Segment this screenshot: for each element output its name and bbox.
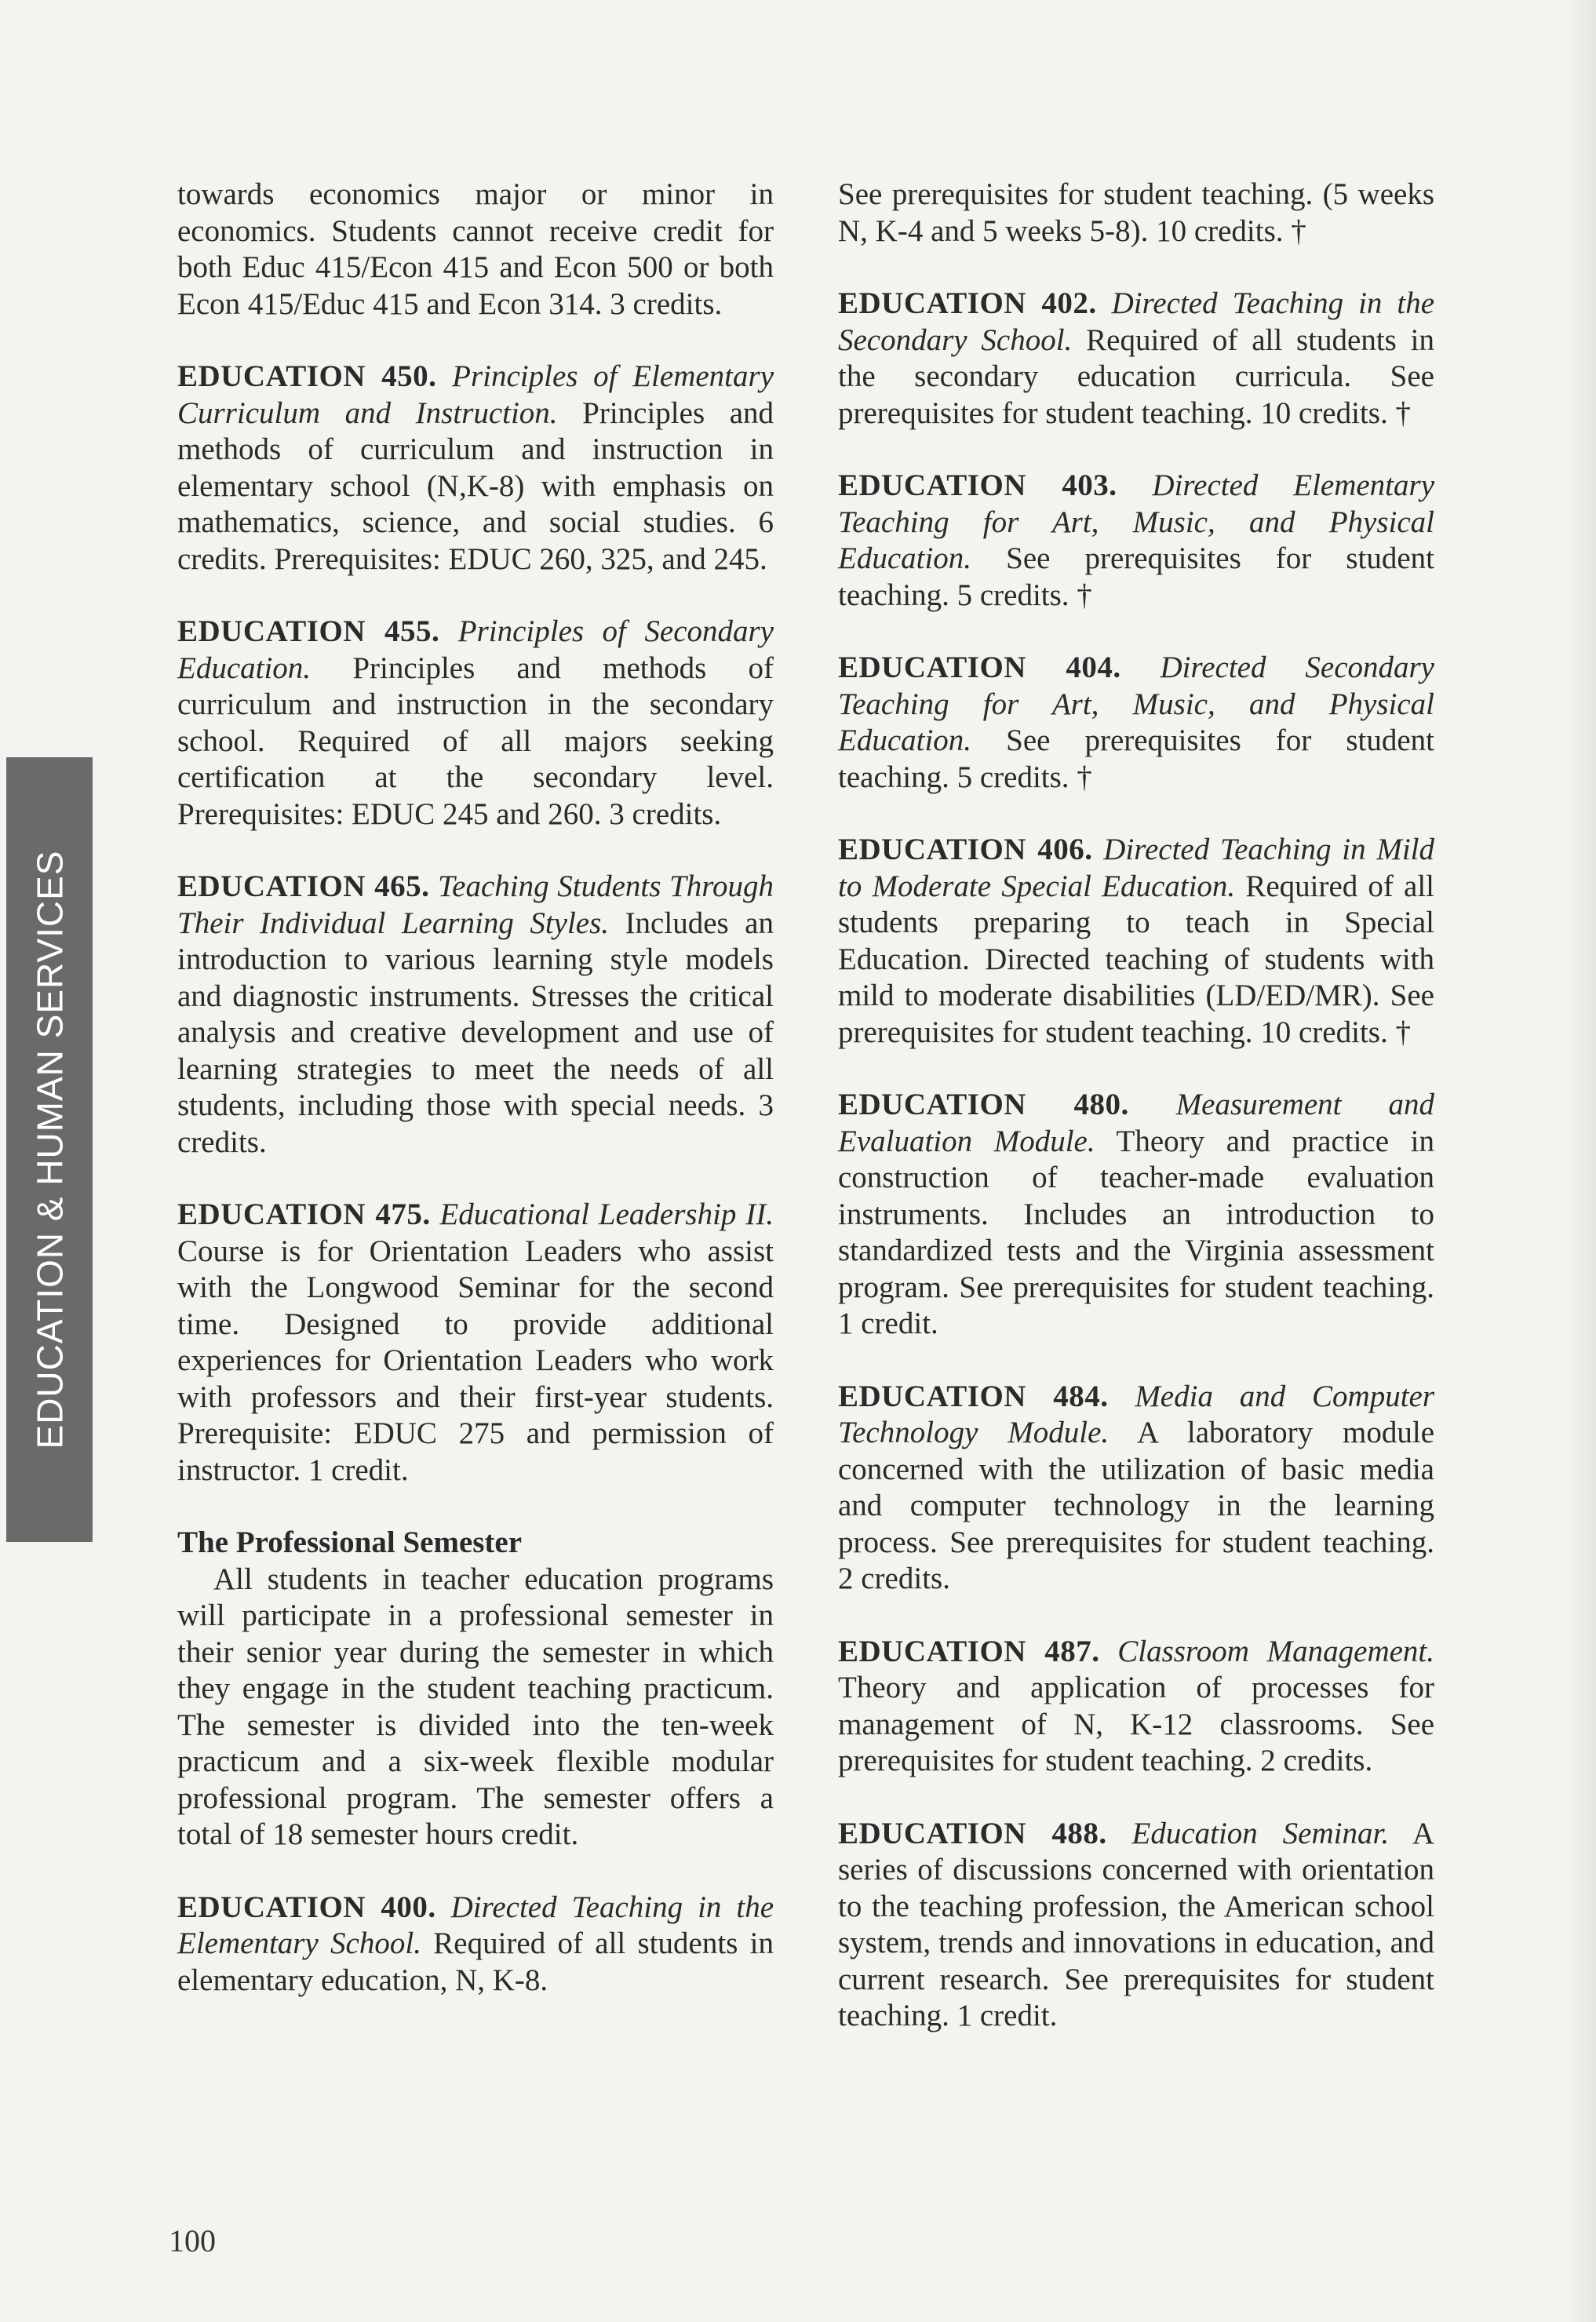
course-description: Course is for Orientation Leaders who assist with the Longwood Seminar for the second time. Designed to provide additional experiences for Orientation Leaders who work with professors and their first-year students. Prerequisite: EDUC 275 and permission of instructor. 1 credit. <box>177 1234 774 1487</box>
course-entry-406 <box>838 832 1434 1051</box>
course-entry-450 <box>177 359 774 578</box>
course-title: Directed Secondary Teaching for Art, Music, and Physical Education. <box>838 651 1434 757</box>
course-code: EDUCATION 455. <box>177 614 440 648</box>
course-entry-403 <box>838 468 1434 614</box>
course-entry-455 <box>177 614 774 833</box>
course-code: EDUCATION 450. <box>177 359 437 393</box>
continued-course-text: See prerequisites for student teaching. (5 weeks N, K-4 and 5 weeks 5-8). 10 credits. † <box>838 177 1434 248</box>
course-description: See prerequisites for student teaching. 5 credits. † <box>838 541 1434 612</box>
course-code: EDUCATION 480. <box>838 1088 1129 1121</box>
course-title: Educational Leadership II. <box>439 1197 774 1231</box>
page-number: 100 <box>169 2223 216 2258</box>
side-section-tab <box>6 757 93 1542</box>
left-column <box>177 177 774 1999</box>
section-body: All students in teacher education programs will participate in a professional semester in their senior year during the semester in which they engage in the student teaching practicum. The semester is divided into the ten-week practicum and a six-week flexible modular professional program. The semester offers a total of 18 semester hours credit. <box>177 1562 774 1851</box>
course-title: Directed Teaching in Mild to Moderate Special Education. <box>838 833 1435 903</box>
course-description: A series of discussions concerned with orientation to the teaching profession, the American school system, trends and innovations in education, and current research. See prerequisites for student teaching. 1 credit. <box>838 1816 1435 2032</box>
course-description: See prerequisites for student teaching. 5 credits. † <box>838 724 1434 794</box>
course-entry-465 <box>177 869 774 1161</box>
course-title: Directed Teaching in the Elementary School. <box>177 1890 774 1960</box>
section-heading: The Professional Semester <box>177 1526 523 1559</box>
course-description: Theory and practice in construction of teacher-made evaluation instruments. Includes an introduction to standardized tests and the Virginia assessment program. See prerequisites for student teaching. 1 credit. <box>838 1124 1434 1340</box>
side-tab-label: EDUCATION & HUMAN SERVICES <box>29 850 70 1449</box>
course-entry-402 <box>838 286 1434 432</box>
course-code: EDUCATION 475. <box>177 1197 431 1231</box>
course-description: Theory and application of processes for management of N, K-12 classrooms. See prerequisites for student teaching. 2 credits. <box>838 1671 1434 1777</box>
course-title: Teaching Students Through Their Individual Learning Styles. <box>177 869 774 940</box>
course-title: Measurement and Evaluation Module. <box>838 1088 1434 1158</box>
course-entry-475 <box>177 1197 774 1489</box>
course-description: Required of all students in elementary education, N, K-8. <box>177 1926 774 1997</box>
page-edge-shadow <box>1565 0 1596 2322</box>
course-entry-488 <box>838 1816 1434 2035</box>
course-code: EDUCATION 402. <box>838 286 1097 320</box>
course-title: Principles of Elementary Curriculum and Instruction. <box>177 359 774 430</box>
continued-course-text: towards economics major or minor in economics. Students cannot receive credit for both Educ 415/Econ 415 and Econ 500 or both Econ 415/Educ 415 and Econ 314. 3 credits. <box>177 177 774 321</box>
right-column <box>838 177 1434 2035</box>
course-entry-404 <box>838 650 1434 796</box>
course-description: Required of all students preparing to teach in Special Education. Directed teaching of students with mild to moderate disabilities (LD/ED/MR). See prerequisites for student teaching. 10 credits. † <box>838 869 1434 1049</box>
course-title: Principles of Secondary Education. <box>177 614 774 685</box>
course-description: A laboratory module concerned with the utilization of basic media and computer technology in the learning process. See prerequisites for student teaching. 2 credits. <box>838 1416 1435 1595</box>
course-code: EDUCATION 488. <box>838 1816 1107 1850</box>
course-entry-480 <box>838 1087 1434 1343</box>
course-code: EDUCATION 465. <box>177 869 430 903</box>
course-entry-400 <box>177 1890 774 1999</box>
course-title: Directed Elementary Teaching for Art, Music, and Physical Education. <box>838 468 1435 575</box>
course-code: EDUCATION 487. <box>838 1634 1100 1668</box>
course-code: EDUCATION 403. <box>838 468 1117 502</box>
course-code: EDUCATION 406. <box>838 833 1093 866</box>
course-title: Education Seminar. <box>1131 1816 1390 1850</box>
course-title: Directed Teaching in the Secondary School. <box>838 286 1435 357</box>
course-description: Principles and methods of curriculum and instruction in elementary school (N,K-8) with emphasis on mathematics, science, and social studies. 6 credits. Prerequisites: EDUC 260, 325, and 245. <box>177 396 774 576</box>
course-description: Includes an introduction to various learning style models and diagnostic instruments. Stresses the critical analysis and creative development and use of learning strategies to meet the needs of all students, including those with special needs. 3 credits. <box>177 906 774 1159</box>
course-description: Principles and methods of curriculum and instruction in the secondary school. Required of all majors seeking certification at the secondary level. Prerequisites: EDUC 245 and 260. 3 credits. <box>177 651 774 831</box>
course-description: Required of all students in the secondary education curricula. See prerequisites for student teaching. 10 credits. † <box>838 323 1434 430</box>
course-code: EDUCATION 484. <box>838 1379 1109 1413</box>
course-code: EDUCATION 400. <box>177 1890 436 1924</box>
course-entry-484 <box>838 1379 1434 1598</box>
course-title: Media and Computer Technology Module. <box>838 1379 1435 1449</box>
course-title: Classroom Management. <box>1117 1634 1435 1668</box>
course-code: EDUCATION 404. <box>838 651 1121 684</box>
course-entry-487 <box>838 1634 1434 1780</box>
